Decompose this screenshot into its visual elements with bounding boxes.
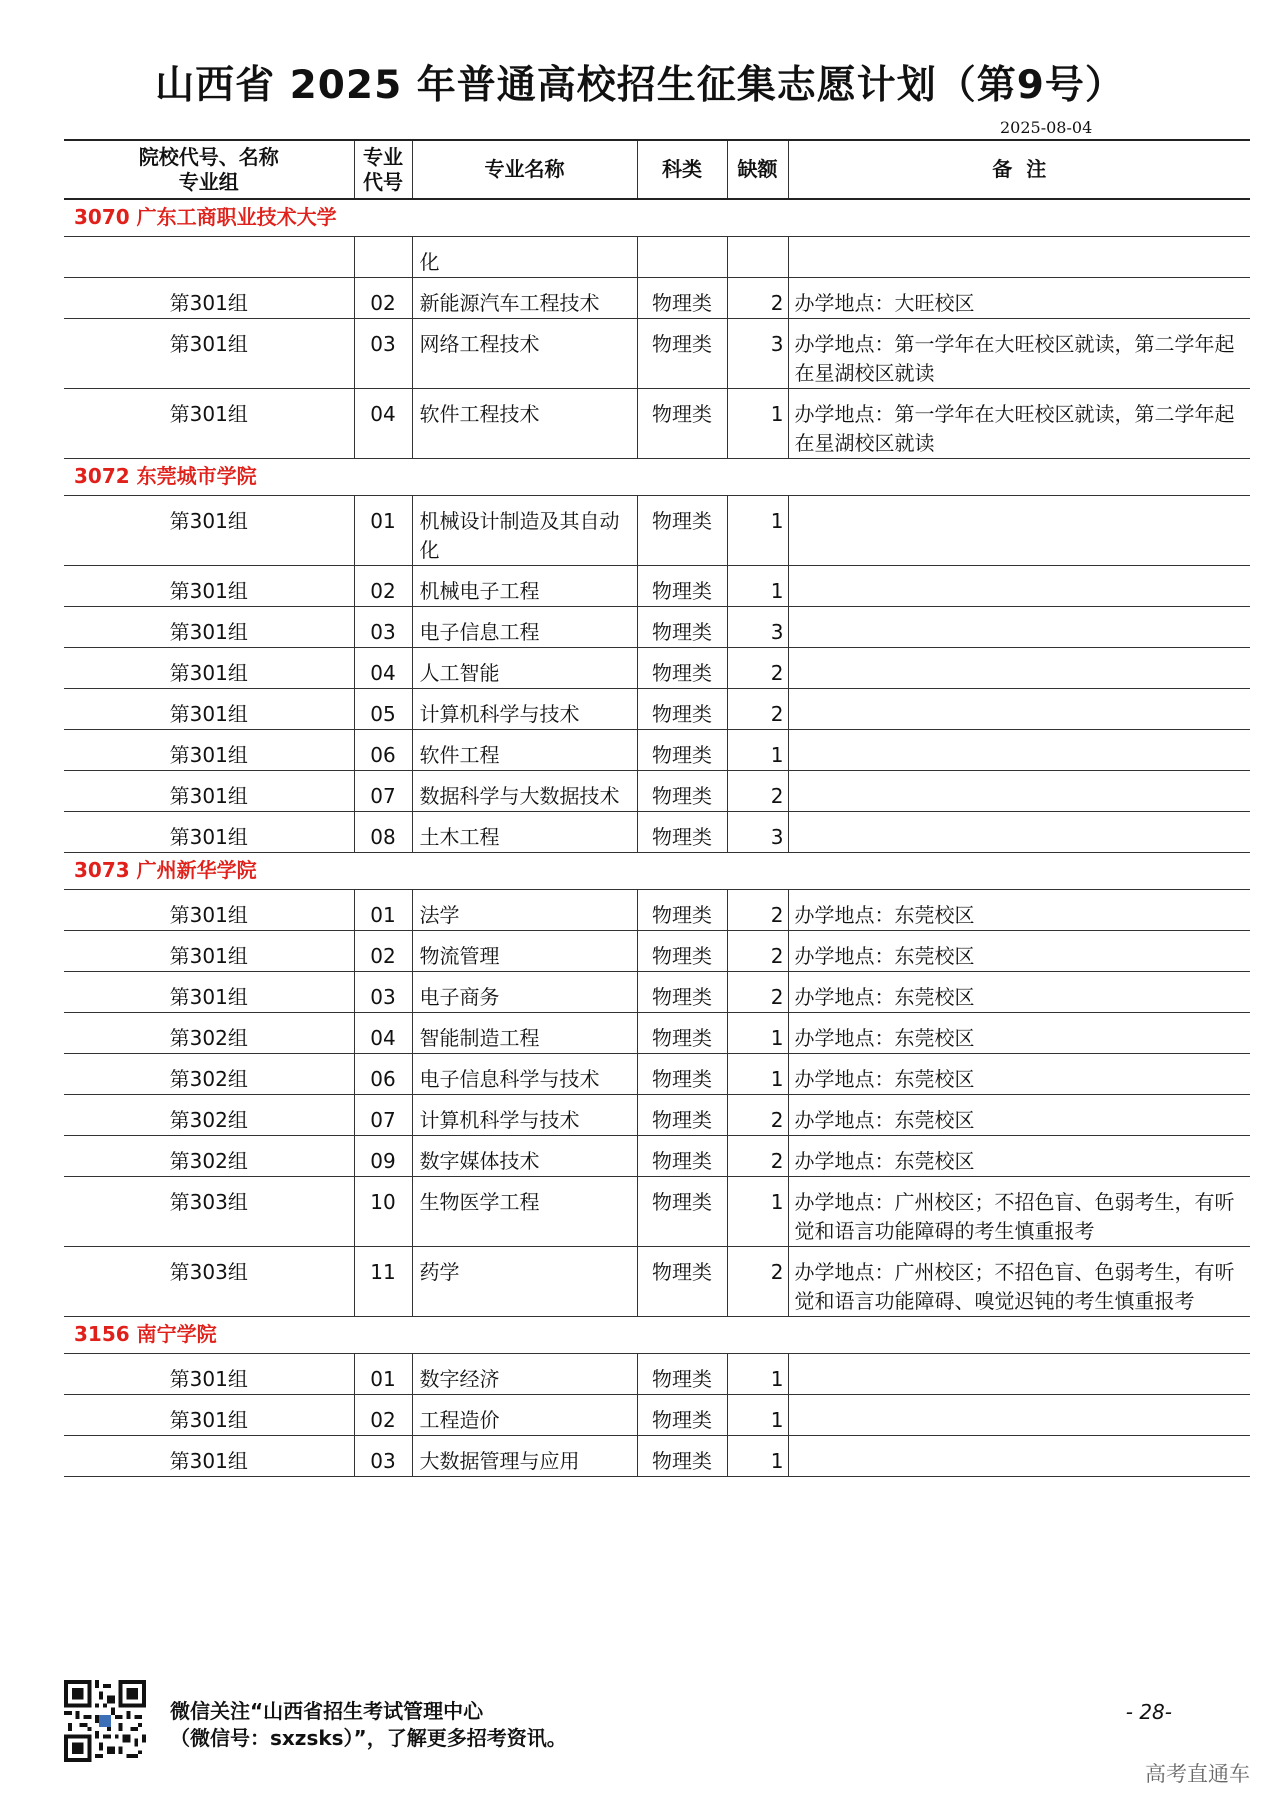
major-code-cell: 05: [354, 689, 412, 730]
vacancy-cell: 2: [727, 890, 788, 931]
school-name: 3156 南宁学院: [64, 1317, 1250, 1354]
major-name-cell: 计算机科学与技术: [412, 1095, 637, 1136]
table-row: [64, 771, 1250, 812]
group-cell: 第303组: [64, 1247, 354, 1317]
major-code-cell: 09: [354, 1136, 412, 1177]
major-name-cell: 计算机科学与技术: [412, 689, 637, 730]
major-name-cell: 机械电子工程: [412, 566, 637, 607]
category-cell: 物理类: [637, 1247, 727, 1317]
note-cell: [788, 689, 1250, 730]
table-row: [64, 648, 1250, 689]
vacancy-cell: 2: [727, 278, 788, 319]
major-code-cell: 04: [354, 648, 412, 689]
category-cell: [637, 237, 727, 278]
major-name-cell: 网络工程技术: [412, 319, 637, 389]
page-title: 山西省 2025 年普通高校招生征集志愿计划（第9号）: [155, 63, 1125, 108]
major-name-cell: 大数据管理与应用: [412, 1436, 637, 1477]
table-row: [64, 1395, 1250, 1436]
note-cell: [788, 648, 1250, 689]
category-cell: 物理类: [637, 566, 727, 607]
school-row: [64, 853, 1250, 890]
table-row: [64, 730, 1250, 771]
note-cell: [788, 496, 1250, 566]
group-cell: 第301组: [64, 931, 354, 972]
table-row: [64, 1136, 1250, 1177]
vacancy-cell: 2: [727, 1095, 788, 1136]
group-cell: 第301组: [64, 771, 354, 812]
table-row: [64, 237, 1250, 278]
header-major-code: 专业 代号: [354, 140, 412, 199]
group-cell: 第301组: [64, 689, 354, 730]
category-cell: 物理类: [637, 1054, 727, 1095]
major-code-cell: 03: [354, 972, 412, 1013]
category-cell: 物理类: [637, 1177, 727, 1247]
table-row: [64, 1354, 1250, 1395]
major-code-cell: [354, 237, 412, 278]
group-cell: 第303组: [64, 1177, 354, 1247]
school-name: 3070 广东工商职业技术大学: [64, 199, 1250, 237]
vacancy-cell: 1: [727, 1013, 788, 1054]
major-name-cell: 药学: [412, 1247, 637, 1317]
vacancy-cell: 2: [727, 771, 788, 812]
plan-table: [64, 139, 1250, 1477]
major-code-cell: 02: [354, 278, 412, 319]
major-code-cell: 03: [354, 1436, 412, 1477]
note-cell: [788, 771, 1250, 812]
note-cell: 办学地点：东莞校区: [788, 972, 1250, 1013]
vacancy-cell: 3: [727, 607, 788, 648]
table-row: [64, 1095, 1250, 1136]
category-cell: 物理类: [637, 972, 727, 1013]
major-code-cell: 07: [354, 771, 412, 812]
category-cell: 物理类: [637, 607, 727, 648]
major-name-cell: 电子信息科学与技术: [412, 1054, 637, 1095]
major-code-cell: 02: [354, 1395, 412, 1436]
vacancy-cell: 1: [727, 389, 788, 459]
vacancy-cell: 1: [727, 496, 788, 566]
category-cell: 物理类: [637, 496, 727, 566]
table-row: [64, 278, 1250, 319]
note-cell: 办学地点：东莞校区: [788, 1095, 1250, 1136]
group-cell: 第301组: [64, 607, 354, 648]
header-vacancy: 缺额: [727, 140, 788, 199]
vacancy-cell: 1: [727, 1436, 788, 1477]
major-name-cell: 数据科学与大数据技术: [412, 771, 637, 812]
group-cell: 第301组: [64, 1395, 354, 1436]
note-cell: [788, 1436, 1250, 1477]
category-cell: 物理类: [637, 1013, 727, 1054]
group-cell: 第302组: [64, 1054, 354, 1095]
table-row: [64, 890, 1250, 931]
note-cell: 办学地点：大旺校区: [788, 278, 1250, 319]
major-name-cell: 软件工程技术: [412, 389, 637, 459]
major-code-cell: 08: [354, 812, 412, 853]
vacancy-cell: 2: [727, 648, 788, 689]
table-row: [64, 319, 1250, 389]
group-cell: 第301组: [64, 1436, 354, 1477]
category-cell: 物理类: [637, 1354, 727, 1395]
vacancy-cell: 1: [727, 1177, 788, 1247]
group-cell: 第301组: [64, 890, 354, 931]
major-name-cell: 物流管理: [412, 931, 637, 972]
major-code-cell: 10: [354, 1177, 412, 1247]
header-note: 备 注: [788, 140, 1250, 199]
note-cell: 办学地点：广州校区；不招色盲、色弱考生，有听觉和语言功能障碍、嗅觉迟钝的考生慎重报考: [788, 1247, 1250, 1317]
group-cell: 第301组: [64, 730, 354, 771]
note-cell: [788, 1354, 1250, 1395]
vacancy-cell: 1: [727, 1395, 788, 1436]
note-cell: [788, 607, 1250, 648]
major-name-cell: 机械设计制造及其自动化: [412, 496, 637, 566]
note-cell: 办学地点：东莞校区: [788, 931, 1250, 972]
vacancy-cell: 1: [727, 1054, 788, 1095]
vacancy-cell: 1: [727, 566, 788, 607]
group-cell: 第302组: [64, 1095, 354, 1136]
major-code-cell: 04: [354, 1013, 412, 1054]
footer: [64, 1680, 1250, 1770]
major-code-cell: 01: [354, 496, 412, 566]
major-code-cell: 03: [354, 319, 412, 389]
category-cell: 物理类: [637, 1095, 727, 1136]
major-code-cell: 02: [354, 566, 412, 607]
note-cell: [788, 237, 1250, 278]
major-code-cell: 01: [354, 1354, 412, 1395]
major-name-cell: 数字媒体技术: [412, 1136, 637, 1177]
qr-code-icon: [64, 1680, 146, 1762]
page-number: - 28-: [1125, 1700, 1172, 1724]
school-name: 3073 广州新华学院: [64, 853, 1250, 890]
vacancy-cell: 2: [727, 931, 788, 972]
major-code-cell: 11: [354, 1247, 412, 1317]
major-name-cell: 新能源汽车工程技术: [412, 278, 637, 319]
category-cell: 物理类: [637, 1136, 727, 1177]
category-cell: 物理类: [637, 319, 727, 389]
table-row: [64, 1177, 1250, 1247]
vacancy-cell: 2: [727, 972, 788, 1013]
group-cell: 第301组: [64, 319, 354, 389]
table-row: [64, 972, 1250, 1013]
major-name-cell: 人工智能: [412, 648, 637, 689]
category-cell: 物理类: [637, 890, 727, 931]
table-row: [64, 812, 1250, 853]
table-row: [64, 496, 1250, 566]
category-cell: 物理类: [637, 648, 727, 689]
group-cell: 第301组: [64, 972, 354, 1013]
note-cell: 办学地点：第一学年在大旺校区就读，第二学年起在星湖校区就读: [788, 319, 1250, 389]
publish-date: 2025-08-04: [1000, 118, 1093, 137]
note-cell: [788, 566, 1250, 607]
plan-table-body: [64, 199, 1250, 1477]
category-cell: 物理类: [637, 730, 727, 771]
note-cell: 办学地点：东莞校区: [788, 890, 1250, 931]
table-row: [64, 931, 1250, 972]
school-row: [64, 459, 1250, 496]
major-code-cell: 01: [354, 890, 412, 931]
major-name-cell: 工程造价: [412, 1395, 637, 1436]
group-cell: 第301组: [64, 496, 354, 566]
note-cell: 办学地点：东莞校区: [788, 1013, 1250, 1054]
category-cell: 物理类: [637, 931, 727, 972]
header-category: 科类: [637, 140, 727, 199]
note-cell: [788, 1395, 1250, 1436]
vacancy-cell: 2: [727, 689, 788, 730]
category-cell: 物理类: [637, 1436, 727, 1477]
group-cell: 第302组: [64, 1136, 354, 1177]
footer-line-2: （微信号：sxzsks）”，了解更多招考资讯。: [170, 1726, 567, 1750]
major-name-cell: 法学: [412, 890, 637, 931]
category-cell: 物理类: [637, 1395, 727, 1436]
major-code-cell: 04: [354, 389, 412, 459]
note-cell: [788, 812, 1250, 853]
major-name-cell: 电子商务: [412, 972, 637, 1013]
major-name-cell: 电子信息工程: [412, 607, 637, 648]
group-cell: 第301组: [64, 812, 354, 853]
footer-line-1: 微信关注“山西省招生考试管理中心: [170, 1699, 484, 1723]
table-row: [64, 1054, 1250, 1095]
table-row: [64, 566, 1250, 607]
note-cell: 办学地点：第一学年在大旺校区就读，第二学年起在星湖校区就读: [788, 389, 1250, 459]
table-row: [64, 1013, 1250, 1054]
note-cell: 办学地点：东莞校区: [788, 1054, 1250, 1095]
major-name-cell: 化: [412, 237, 637, 278]
school-row: [64, 1317, 1250, 1354]
school-row: [64, 199, 1250, 237]
major-name-cell: 生物医学工程: [412, 1177, 637, 1247]
note-cell: [788, 730, 1250, 771]
note-cell: 办学地点：广州校区；不招色盲、色弱考生，有听觉和语言功能障碍的考生慎重报考: [788, 1177, 1250, 1247]
category-cell: 物理类: [637, 389, 727, 459]
footer-text: [170, 1698, 567, 1752]
category-cell: 物理类: [637, 278, 727, 319]
table-row: [64, 389, 1250, 459]
major-code-cell: 03: [354, 607, 412, 648]
vacancy-cell: 2: [727, 1136, 788, 1177]
school-name: 3072 东莞城市学院: [64, 459, 1250, 496]
group-cell: 第301组: [64, 1354, 354, 1395]
category-cell: 物理类: [637, 812, 727, 853]
vacancy-cell: 1: [727, 730, 788, 771]
major-name-cell: 软件工程: [412, 730, 637, 771]
category-cell: 物理类: [637, 771, 727, 812]
vacancy-cell: 1: [727, 1354, 788, 1395]
major-code-cell: 06: [354, 1054, 412, 1095]
vacancy-cell: 3: [727, 319, 788, 389]
table-row: [64, 689, 1250, 730]
group-cell: 第301组: [64, 566, 354, 607]
vacancy-cell: [727, 237, 788, 278]
header-school: 院校代号、名称 专业组: [64, 140, 354, 199]
table-row: [64, 607, 1250, 648]
major-code-cell: 02: [354, 931, 412, 972]
major-name-cell: 智能制造工程: [412, 1013, 637, 1054]
note-cell: 办学地点：东莞校区: [788, 1136, 1250, 1177]
vacancy-cell: 2: [727, 1247, 788, 1317]
vacancy-cell: 3: [727, 812, 788, 853]
table-row: [64, 1436, 1250, 1477]
major-code-cell: 07: [354, 1095, 412, 1136]
group-cell: 第301组: [64, 278, 354, 319]
group-cell: 第302组: [64, 1013, 354, 1054]
major-name-cell: 数字经济: [412, 1354, 637, 1395]
header-major-name: 专业名称: [412, 140, 637, 199]
table-row: [64, 1247, 1250, 1317]
group-cell: 第301组: [64, 648, 354, 689]
table-header-row: [64, 140, 1250, 199]
group-cell: [64, 237, 354, 278]
group-cell: 第301组: [64, 389, 354, 459]
major-name-cell: 土木工程: [412, 812, 637, 853]
category-cell: 物理类: [637, 689, 727, 730]
watermark: 高考直通车: [1145, 1762, 1250, 1786]
major-code-cell: 06: [354, 730, 412, 771]
